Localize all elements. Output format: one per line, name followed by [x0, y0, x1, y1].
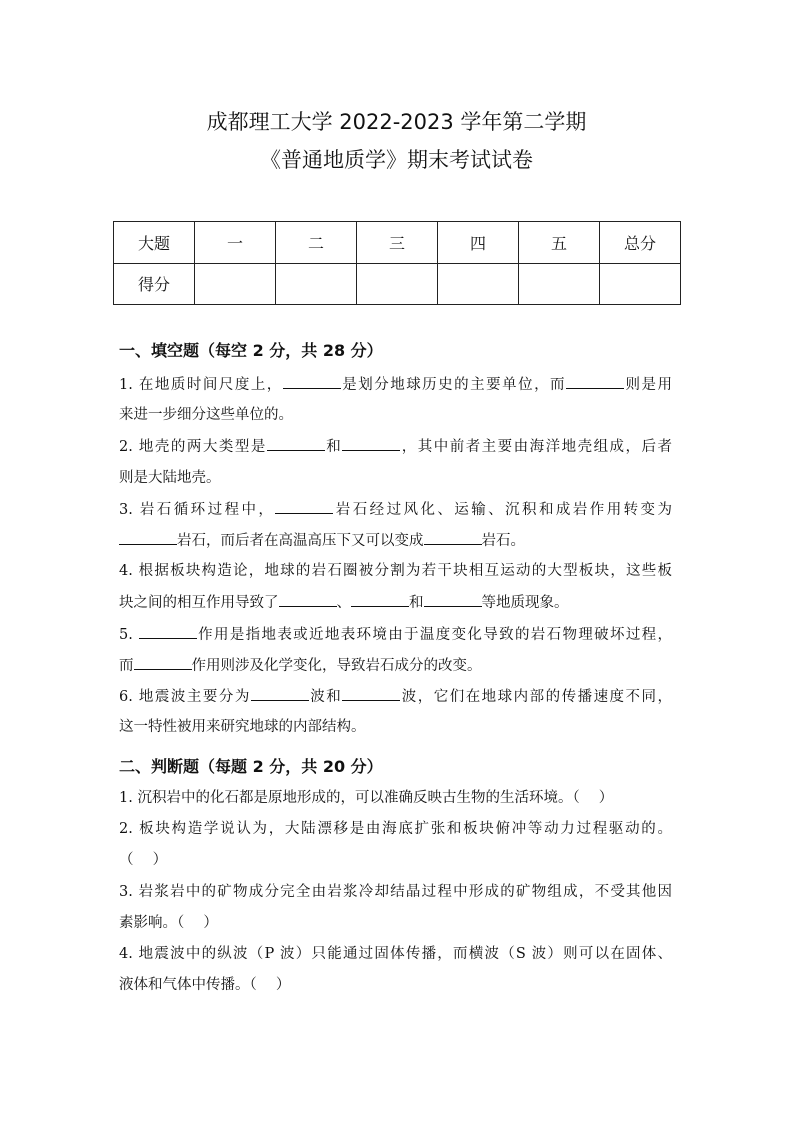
header-cell: 四 [438, 222, 519, 264]
question-line [119, 405, 672, 425]
question-line [119, 850, 672, 870]
header-cell: 五 [519, 222, 600, 264]
question-text: 和 [324, 439, 343, 456]
score-row-label: 得分 [114, 263, 195, 305]
question-text: 这一特性被用来研究地球的内部结构。 [119, 719, 366, 736]
question-text: 4. 根据板块构造论，地球的岩石圈被分割为若干块相互运动的大型板块，这些板 [119, 563, 672, 580]
question-text: 3. 岩石循环过程中， [119, 501, 276, 518]
answer-blank[interactable] [267, 436, 325, 451]
score-cell[interactable] [438, 263, 519, 305]
question-line [119, 468, 672, 488]
question-text: 岩石，而后者在高温高压下又可以变成 [177, 533, 424, 549]
question-line [119, 499, 672, 520]
score-row [114, 263, 681, 305]
question-line [119, 592, 672, 613]
header-cell: 大题 [114, 222, 195, 264]
score-cell[interactable] [276, 263, 357, 305]
question-text: 波和 [308, 689, 343, 705]
answer-blank[interactable] [119, 530, 177, 545]
question-text: ，其中前者主要由海洋地壳组成，后者 [400, 439, 673, 456]
question-text: 、 [336, 595, 351, 612]
question-text: 块之间的相互作用导致了 [119, 595, 279, 612]
answer-blank[interactable] [342, 686, 400, 701]
answer-blank[interactable] [251, 686, 309, 701]
question-text: 岩石经过风化、运输、沉积和成岩作用转变为 [333, 501, 672, 518]
question-line [119, 374, 672, 395]
answer-blank[interactable] [342, 436, 400, 451]
question-text: 液体和气体中传播。（ ） [119, 977, 291, 994]
question-text: 4. 地震波中的纵波（P 波）只能通过固体传播，而横波（S 波）则可以在固体、 [119, 946, 672, 962]
score-cell[interactable] [195, 263, 276, 305]
question-text: 1. 在地质时间尺度上， [119, 377, 283, 393]
score-table [113, 221, 681, 305]
question-line [119, 788, 672, 808]
question-text: 素影响。（ ） [119, 914, 218, 931]
answer-blank[interactable] [275, 499, 333, 514]
answer-blank[interactable] [139, 624, 197, 639]
question-text: 是划分地球历史的主要单位，而 [340, 377, 567, 393]
question-line [119, 530, 672, 551]
question-line [119, 624, 672, 645]
answer-blank[interactable] [134, 655, 192, 670]
question-text: 和 [409, 595, 424, 612]
question-line [119, 913, 672, 933]
question-text: 等地质现象。 [481, 595, 569, 612]
question-text: 1. 沉积岩中的化石都是原地形成的，可以准确反映古生物的生活环境。（ ） [119, 790, 614, 806]
question-text: 岩石。 [481, 533, 525, 549]
score-cell[interactable] [600, 263, 681, 305]
answer-blank[interactable] [424, 530, 482, 545]
question-text: 而 [119, 657, 134, 674]
question-line [119, 561, 672, 581]
question-text: 波，它们在地球内部的传播速度不同， [400, 689, 673, 705]
question-text: 作用是指地表或近地表环境由于温度变化导致的岩石物理破坏过程， [196, 626, 673, 643]
question-text: 2. 板块构造学说认为，大陆漂移是由海底扩张和板块俯冲等动力过程驱动的。 [119, 821, 672, 838]
exam-title: 成都理工大学 2022-2023 学年第二学期 [206, 110, 587, 134]
question-text: 来进一步细分这些单位的。 [119, 407, 293, 424]
question-text: 作用则涉及化学变化，导致岩石成分的改变。 [191, 657, 482, 674]
question-text: 则是用 [624, 377, 672, 393]
header-cell: 总分 [600, 222, 681, 264]
answer-blank[interactable] [424, 592, 482, 607]
score-cell[interactable] [519, 263, 600, 305]
section1-heading: 一、填空题（每空 2 分，共 28 分） [119, 341, 383, 360]
question-line [119, 975, 672, 995]
header-cell: 二 [276, 222, 357, 264]
question-line [119, 436, 672, 457]
question-text: 则是大陆地壳。 [119, 469, 221, 486]
exam-subtitle: 《普通地质学》期末考试试卷 [260, 148, 533, 172]
question-line [119, 882, 672, 902]
header-cell: 一 [195, 222, 276, 264]
header-cell: 三 [357, 222, 438, 264]
question-text: 6. 地震波主要分为 [119, 689, 251, 705]
answer-blank[interactable] [283, 374, 341, 389]
question-line [119, 655, 672, 676]
score-table-header-row [114, 222, 681, 264]
question-line [119, 686, 672, 707]
answer-blank[interactable] [279, 592, 337, 607]
question-line [119, 717, 672, 737]
question-text: 3. 岩浆岩中的矿物成分完全由岩浆冷却结晶过程中形成的矿物组成，不受其他因 [119, 883, 672, 900]
answer-blank[interactable] [351, 592, 409, 607]
question-text: （ ） [119, 852, 168, 869]
question-text: 2. 地壳的两大类型是 [119, 439, 267, 456]
question-text: 5. [119, 626, 139, 643]
section2-heading: 二、判断题（每题 2 分，共 20 分） [119, 757, 383, 776]
question-line [119, 819, 672, 839]
score-cell[interactable] [357, 263, 438, 305]
answer-blank[interactable] [566, 374, 624, 389]
question-line [119, 944, 672, 964]
